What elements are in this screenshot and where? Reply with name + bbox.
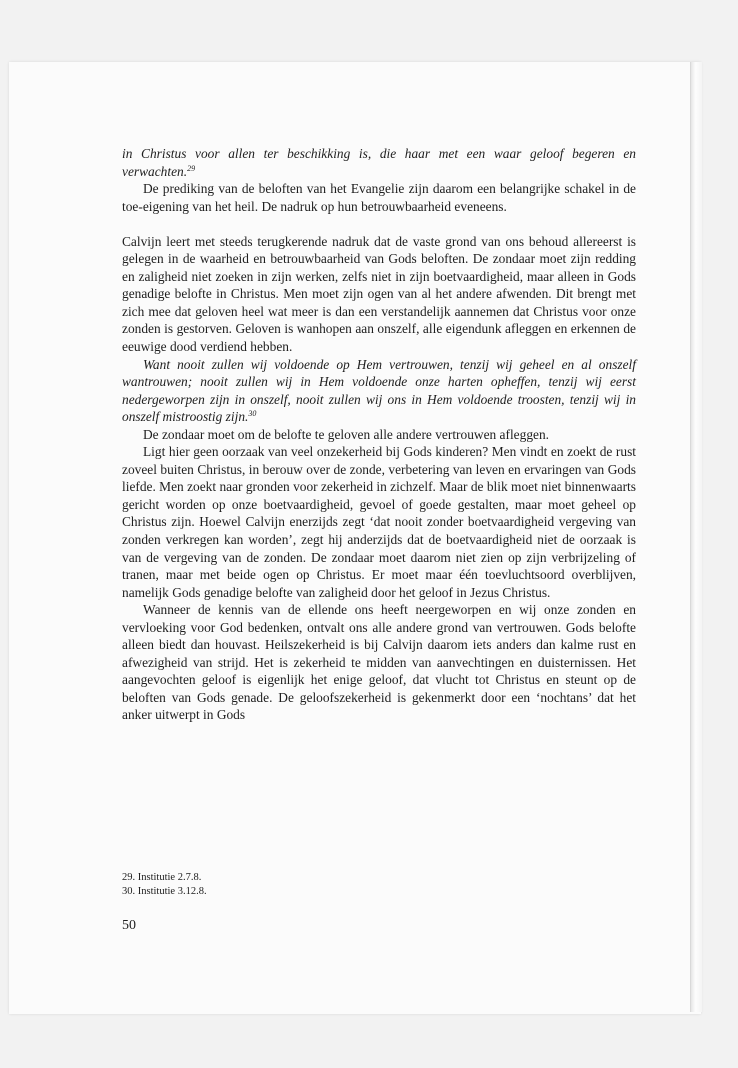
- paragraph: Ligt hier geen oorzaak van veel onzekerheid bij Gods kinderen? Men vindt en zoekt de rust zoveel buiten Christus, in berouw over de zonde, verbetering van leven en ervaringen van Gods liefde. Men zoekt naar gronden voor zekerheid in zichzelf. Maar de blik moet niet binnenwaarts gericht worden op onze boetvaardigheid, gevoel of goede gestalten, maar moet geheel op Christus zijn. Hoewel Calvijn enerzijds zegt ‘dat nooit zonder boetvaardigheid vergeving van zonden verkregen kan worden’, zegt hij anderzijds dat de boetvaardigheid niet de oorzaak is van de vergeving van de zonden. De zondaar moet daarom niet zien op zijn verbrijzeling of tranen, maar met beide ogen op Christus. Er moet maar één toevluchtsoord overblijven, namelijk Gods genadige belofte van zaligheid door het geloof in Jezus Christus.: [122, 444, 636, 600]
- paragraph-continuation: in Christus voor allen ter beschikking is, die haar met een waar geloof begeren en verwachten.$^{29}$: [122, 146, 636, 179]
- quote-paragraph: Want nooit zullen wij voldoende op Hem vertrouwen, tenzij wij geheel en al onszelf wantrouwen; nooit zullen wij in Hem voldoende onze harten opheffen, tenzij wij eerst nedergeworpen zijn in onszelf, nooit zullen wij ons in Hem voldoende troosten, tenzij wij in onszelf mistroostig zijn.$^{30}$: [122, 356, 636, 425]
- footnote-ref-29: 29: [187, 163, 196, 173]
- paragraph: De prediking van de beloften van het Evangelie zijn daarom een belangrijke schakel in de toe-eigening van het heil. De nadruk op hun betrouwbaarheid eveneens.: [122, 181, 636, 214]
- paragraph: Wanneer de kennis van de ellende ons heeft neergeworpen en wij onze zonden en vervloeking voor God bedenken, ontvalt ons alle andere grond van vertrouwen. Gods belofte alleen biedt dan houvast. Heilszekerheid is bij Calvijn daarom iets anders dan kalme rust en afwezigheid van strijd. Het is zekerheid te midden van aanvechtingen en duisternissen. Het aangevochten geloof is eigenlijk het enige geloof, dat vlucht tot Christus en steunt op de beloften van Gods genade. De geloofszekerheid is gekenmerkt door een ‘nochtans’ dat het anker uitwerpt in Gods: [122, 602, 636, 723]
- body-text: [122, 145, 636, 724]
- page-number: 50: [122, 918, 136, 933]
- footnotes: [122, 871, 207, 899]
- paragraph: Calvijn leert met steeds terugkerende nadruk dat de vaste grond van ons behoud allereerst is gelegen in de waarheid en betrouwbaarheid van Gods beloften. De zondaar moet zijn redding en zaligheid niet zoeken in zijn werken, zelfs niet in zijn boetvaardigheid, maar alleen in Gods genadige belofte in Christus. Men moet zijn ogen van al het andere afwenden. Dit brengt met zich mee dat geloven heel wat meer is dan een verstandelijk aannemen dat Christus voor onze zonden is gestorven. Geloven is wanhopen aan onszelf, alle eigendunk afleggen en erkennen de eeuwige dood verdiend hebben.: [122, 233, 636, 354]
- paragraph: De zondaar moet om de belofte te geloven alle andere vertrouwen afleggen.: [143, 426, 549, 442]
- footnote-30: 30. Institutie 3.12.8.: [122, 886, 207, 897]
- page-edge: [690, 62, 702, 1012]
- footnote-29: 29. Institutie 2.7.8.: [122, 872, 202, 883]
- footnote-ref-30: 30: [248, 409, 257, 419]
